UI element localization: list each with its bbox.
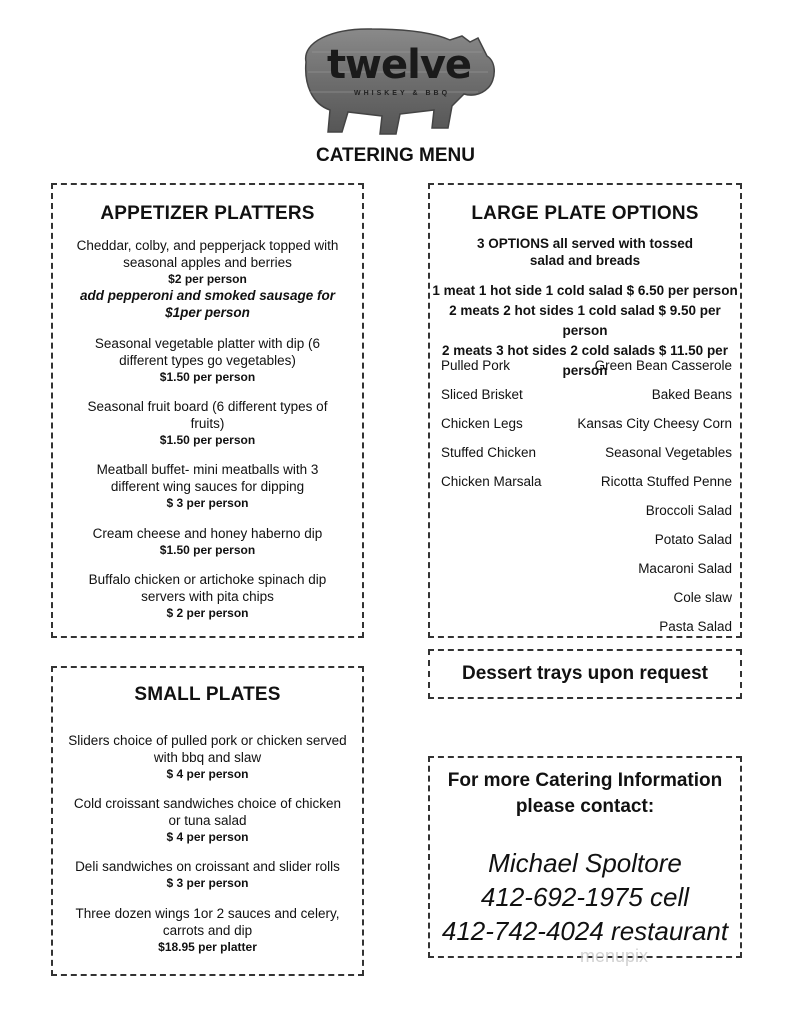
meat-item: Pulled Pork (441, 358, 511, 373)
meat-item: Sliced Brisket (441, 387, 523, 402)
menu-item (73, 335, 342, 385)
contact-restaurant: 412-742-4024 restaurant (441, 916, 729, 946)
contact-name: Michael Spoltore (488, 848, 682, 878)
item-description: Meatball buffet- mini meatballs with 3 different wing sauces for dipping (96, 462, 319, 494)
dessert-text: Dessert trays upon request (461, 663, 709, 684)
side-list (550, 357, 732, 647)
logo (292, 22, 502, 142)
item-price: $18.95 per platter (158, 940, 257, 954)
pricing-option: 2 meats 2 hot sides 1 cold salad $ 9.50 per person (449, 303, 721, 338)
menu-item (58, 858, 357, 891)
item-price: $2 per person (168, 272, 247, 286)
item-price: $1.50 per person (159, 433, 256, 447)
large-plate-heading: LARGE PLATE OPTIONS (471, 203, 699, 224)
pricing-option: 1 meat 1 hot side 1 cold salad $ 6.50 per person (432, 283, 738, 298)
side-item: Seasonal Vegetables (605, 445, 732, 460)
meat-item: Chicken Legs (441, 416, 523, 431)
appetizer-platters-box (51, 183, 364, 638)
dessert-box (428, 649, 742, 699)
side-item: Kansas City Cheesy Corn (577, 416, 732, 431)
item-description: Cold croissant sandwiches choice of chicken or tuna salad (73, 796, 342, 828)
menu-item (68, 905, 347, 955)
item-description: Seasonal fruit board (6 different types of fruits) (87, 399, 328, 431)
item-description: Cheddar, colby, and pepperjack topped with seasonal apples and berries (76, 238, 339, 270)
small-plates-box (51, 666, 364, 976)
side-item: Cole slaw (673, 590, 732, 605)
item-price: $ 2 per person (166, 606, 249, 620)
logo-brand: twelve (326, 42, 472, 88)
item-description: Deli sandwiches on croissant and slider rolls (75, 859, 340, 874)
side-item: Green Bean Casserole (594, 358, 732, 373)
pricing-option: 2 meats 3 hot sides 2 cold salads $ 11.50 per person (442, 343, 728, 378)
item-price: $ 3 per person (166, 496, 249, 510)
item-description: Three dozen wings 1or 2 sauces and celery, carrots and dip (75, 906, 340, 938)
menu-item (68, 795, 347, 845)
contact-box (428, 756, 742, 958)
side-item: Baked Beans (651, 387, 732, 402)
small-plates-heading: SMALL PLATES (134, 684, 281, 705)
menu-item (73, 398, 342, 448)
item-description: Buffalo chicken or artichoke spinach dip servers with pita chips (88, 572, 327, 604)
menu-item (73, 237, 342, 321)
menu-item (73, 525, 342, 558)
logo-tagline: WHISKEY & BBQ (353, 90, 451, 97)
item-description: Sliders choice of pulled pork or chicken served with bbq and slaw (68, 733, 347, 765)
item-price: $ 4 per person (166, 830, 249, 844)
side-item: Potato Salad (654, 532, 732, 547)
item-price: $1.50 per person (159, 370, 256, 384)
contact-heading: For more Catering Information please contact: (447, 770, 723, 817)
side-item: Broccoli Salad (645, 503, 732, 518)
side-item: Macaroni Salad (638, 561, 732, 576)
large-plate-options-box (428, 183, 742, 638)
menu-item (73, 461, 342, 511)
item-description: Cream cheese and honey haberno dip (92, 526, 323, 541)
item-addon: add pepperoni and smoked sausage for $1per person (79, 288, 336, 320)
contact-cell: 412-692-1975 cell (480, 882, 690, 912)
watermark: menupix (580, 946, 649, 966)
page-title: CATERING MENU (315, 145, 476, 166)
side-item: Pasta Salad (659, 619, 732, 634)
item-price: $ 4 per person (166, 767, 249, 781)
side-item: Ricotta Stuffed Penne (600, 474, 732, 489)
item-price: $1.50 per person (159, 543, 256, 557)
meat-item: Stuffed Chicken (441, 445, 537, 460)
large-plate-subheading: 3 OPTIONS all served with tossed salad and breads (476, 236, 694, 268)
menu-item (68, 732, 347, 782)
meat-item: Chicken Marsala (441, 474, 542, 489)
item-price: $ 3 per person (166, 876, 249, 890)
menu-item (73, 571, 342, 621)
appetizer-heading: APPETIZER PLATTERS (100, 203, 315, 224)
item-description: Seasonal vegetable platter with dip (6 different types go vegetables) (94, 336, 321, 368)
